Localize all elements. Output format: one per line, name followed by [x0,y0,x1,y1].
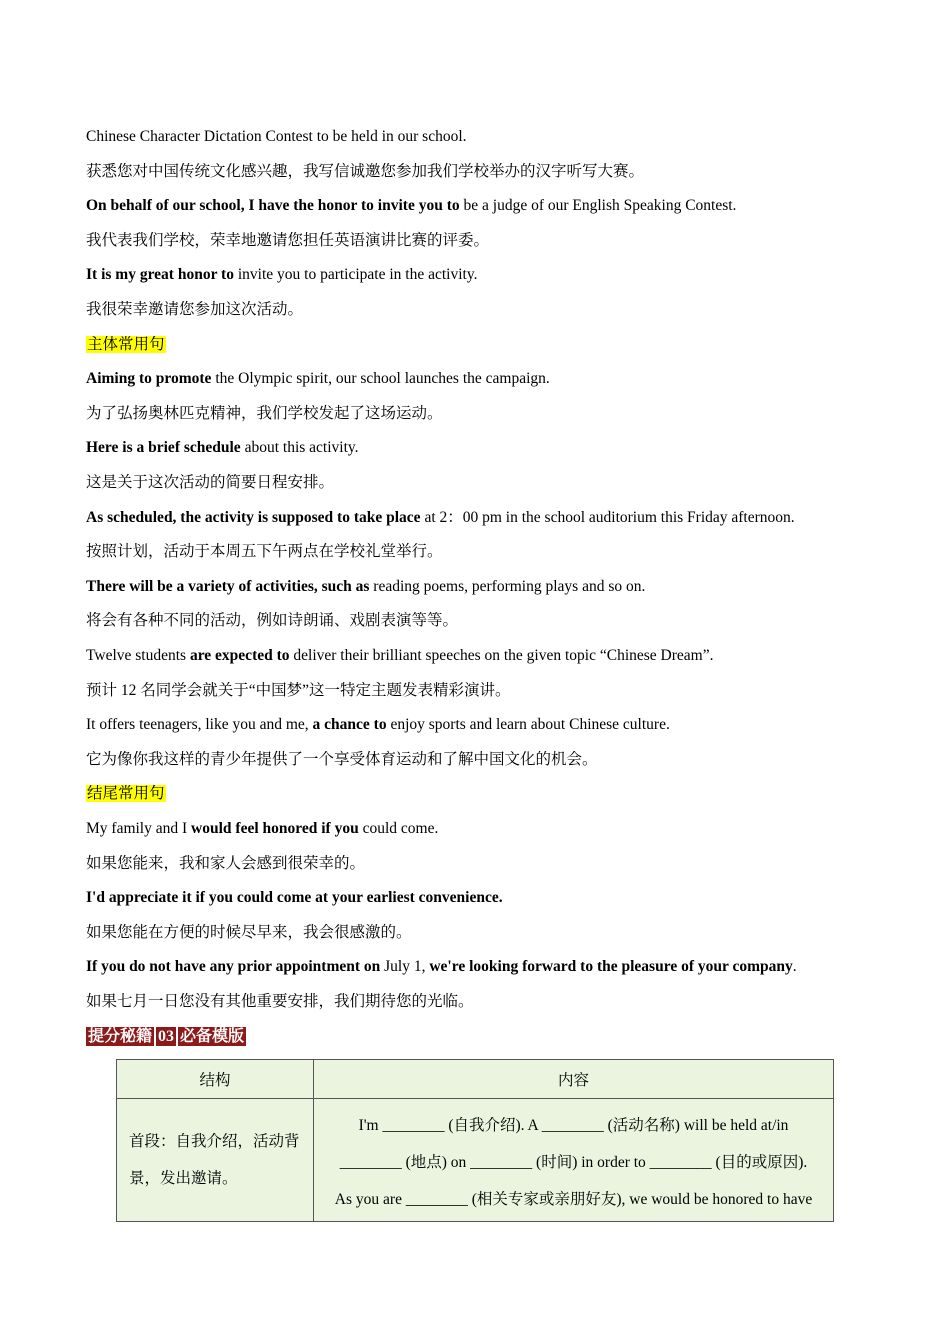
text-line [86,300,303,320]
section-tag-part-1: 提分秘籍 [88,1028,153,1045]
text-segment: 我代表我们学校，荣幸地邀请您担任英语演讲比赛的评委。 [86,231,490,249]
text-segment: 获悉您对中国传统文化感兴趣，我写信诚邀您参加我们学校举办的汉字听写大赛。 [86,162,645,180]
text-line [86,992,474,1012]
text-line [86,854,365,874]
text-segment: invite you to participate in the activity. [233,266,478,284]
text-line [86,715,670,735]
table-row [117,1099,834,1222]
section-tag-part-2: 03 [158,1028,175,1045]
text-line [86,231,489,251]
text-segment: enjoy sports and learn about Chinese culture. [386,716,670,734]
key-phrase: If you do not have any prior appointment on [86,958,381,976]
text-line [86,162,644,182]
text-segment: July 1, [380,958,430,976]
text-line [86,577,645,597]
text-line [86,611,458,631]
text-line [86,750,598,770]
text-segment: be a judge of our English Speaking Contest. [459,197,737,215]
key-phrase: As scheduled, the activity is supposed to take place [86,508,421,526]
text-segment: could come. [358,820,439,837]
text-segment: 为了弘扬奥林匹克精神，我们学校发起了这场运动。 [86,404,443,422]
text-segment: 如果您能在方便的时候尽早来，我会很感激的。 [86,923,412,941]
text-line [86,888,503,908]
text-segment: 按照计划，活动于本周五下午两点在学校礼堂举行。 [86,543,443,561]
header-structure: 结构 [117,1060,314,1099]
key-phrase: would feel honored if you [191,820,359,837]
template-table [116,1059,834,1222]
text-line [86,646,713,666]
text-segment: the Olympic spirit, our school launches the campaign. [211,370,550,388]
text-segment: . [792,958,797,976]
text-segment: deliver their brilliant speeches on the given topic “Chinese Dream”. [289,647,714,664]
text-segment: It offers teenagers, like you and me, [86,716,313,734]
text-segment: 将会有各种不同的活动，例如诗朗诵、戏剧表演等等。 [86,612,459,630]
text-segment: 这是关于这次活动的简要日程安排。 [86,474,335,491]
text-segment: reading poems, performing plays and so on. [369,577,646,595]
text-segment: Twelve students [86,647,190,664]
text-segment: 如果您能来，我和家人会感到很荣幸的。 [86,854,366,872]
key-phrase: There will be a variety of activities, such as [86,577,370,595]
text-line [86,923,412,943]
text-segment: 预计 12 名同学会就关于“中国梦”这一特定主题发表精彩演讲。 [86,681,511,699]
text-line [86,957,797,977]
text-line [86,542,443,562]
key-phrase: a chance to [312,716,387,734]
section-tag-part-3: 必备模版 [180,1028,245,1045]
text-line [86,681,511,701]
text-line [86,369,550,389]
key-phrase: Aiming to promote [86,370,212,388]
key-phrase: It is my great honor to [86,266,234,284]
content-line-1: I'm ________ (自我介绍). A ________ (活动名称) will be held at/in [358,1116,789,1134]
cell-content [314,1099,834,1222]
content-line-2: ________ (地点) on ________ (时间) in order to ________ (目的或原因). [339,1153,808,1171]
key-phrase: Here is a brief schedule [86,439,241,457]
section-tag [86,1027,246,1047]
section-heading [86,335,166,355]
highlighted-heading: 结尾常用句 [87,785,165,803]
text-segment: 它为像你我这样的青少年提供了一个享受体育运动和了解中国文化的机会。 [86,750,598,768]
header-content: 内容 [314,1060,834,1099]
cell-structure: 首段：自我介绍，活动背景，发出邀请。 [117,1099,314,1222]
text-line [86,127,467,147]
key-phrase: are expected to [189,647,290,664]
text-segment: 我很荣幸邀请您参加这次活动。 [86,301,304,318]
text-segment: 如果七月一日您没有其他重要安排，我们期待您的光临。 [86,993,474,1010]
text-segment: Chinese Character Dictation Contest to be held in our school. [86,128,467,145]
key-phrase: On behalf of our school, I have the honor to invite you to [86,197,460,215]
key-phrase: we're looking forward to the pleasure of your company [429,958,793,976]
highlighted-heading: 主体常用句 [87,335,165,353]
text-line [86,196,736,216]
text-line [86,265,477,285]
text-segment: My family and I [86,820,192,837]
section-heading [86,784,166,804]
content-line-3: As you are ________ (相关专家或亲朋好友), we would be honored to have [334,1190,813,1208]
text-line [86,473,334,493]
text-line [86,819,438,839]
text-line [86,438,359,458]
table-header-row [117,1060,834,1099]
text-segment: at 2：00 pm in the school auditorium this Friday afternoon. [420,508,795,526]
text-line [86,404,443,424]
text-segment: about this activity. [240,439,359,457]
key-phrase: I'd appreciate it if you could come at your earliest convenience. [86,889,503,907]
text-line [86,508,795,528]
